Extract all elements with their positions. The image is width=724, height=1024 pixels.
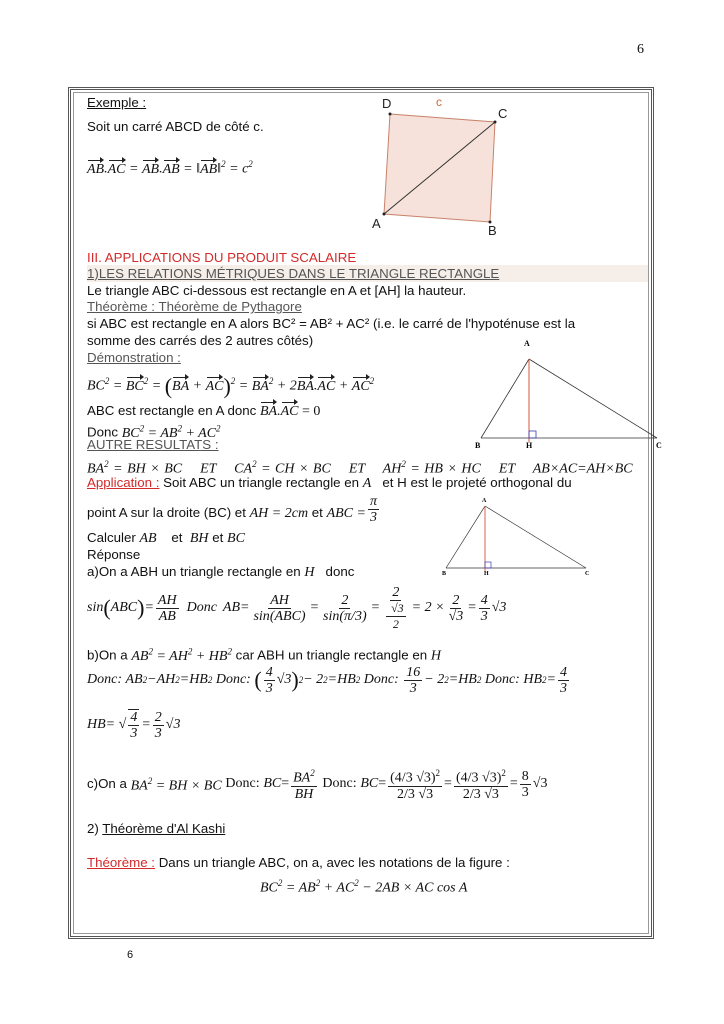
subsection-title: 1)LES RELATIONS MÉTRIQUES DANS LE TRIANGLE RECTANGLE bbox=[87, 266, 500, 281]
page-number-top: 6 bbox=[637, 42, 644, 57]
hb-result: HB = √ $\frac{4}{3}$ = $\frac{2}{3}$ √3 bbox=[87, 709, 181, 741]
svg-text:A: A bbox=[372, 216, 381, 231]
square-figure bbox=[368, 92, 518, 237]
svg-text:H: H bbox=[484, 571, 489, 576]
application-line-1: Application : Soit ABC un triangle rectangle en A et H est le projeté orthogonal du bbox=[87, 475, 572, 491]
theorem-title: Théorème : Théorème de Pythagore bbox=[87, 299, 302, 314]
part-c-formula: c)On a $BA^2$ = BH × BC Donc: BC = $\frac{BA^2}{BH}$ Donc: BC = $\frac{(4/3 √3)^2}{2/3 √3}$ = $\frac{(4/3 √3)^2}{2/3 √3}$ = $\frac{8}{3}$ √3 bbox=[87, 768, 548, 802]
svg-text:A: A bbox=[524, 339, 530, 348]
svg-text:A: A bbox=[482, 498, 487, 504]
demo-line-3: Donc $BC^2 = AB^2 + AC^2$ bbox=[87, 423, 221, 441]
demo-title: Démonstration : bbox=[87, 350, 181, 365]
theorem-line-1: si ABC est rectangle en A alors BC² = AB² + AC² (i.e. le carré de l'hypoténuse est la bbox=[87, 316, 576, 331]
intro-text: Le triangle ABC ci-dessous est rectangle en A et [AH] la hauteur. bbox=[87, 283, 467, 298]
alkashi-formula: $BC^2 = AB^2 + AC^2 - 2AB$ × AC cos A bbox=[260, 878, 468, 896]
part-a-text: a)On a ABH un triangle rectangle en H donc bbox=[87, 564, 355, 580]
alkashi-theorem: Théorème : Dans un triangle ABC, on a, avec les notations de la figure : bbox=[87, 855, 510, 870]
section-title: III. APPLICATIONS DU PRODUIT SCALAIRE bbox=[87, 250, 357, 265]
svg-text:C: C bbox=[498, 106, 508, 121]
triangle-figure-1 bbox=[466, 336, 666, 448]
theorem-line-2: somme des carrés des 2 autres côtés) bbox=[87, 333, 314, 348]
reponse-label: Réponse bbox=[87, 547, 141, 562]
example-title: Exemple : bbox=[87, 95, 147, 110]
svg-text:B: B bbox=[475, 441, 481, 448]
page-number-bottom: 6 bbox=[127, 949, 134, 961]
alkashi-title: 2) Théorème d'Al Kashi bbox=[87, 821, 226, 836]
application-line-2: point A sur la droite (BC) et AH = 2cm et ABC = $\frac{\pi}{3}$ bbox=[87, 494, 377, 525]
example-formula: AB.AC = AB.AB = ‖AB‖$^2$ = $c^2$ bbox=[87, 159, 253, 177]
triangle-figure-2 bbox=[440, 494, 600, 576]
part-b-text: b)On a $AB^2 = AH^2 + HB^2$ car ABH un triangle rectangle en H bbox=[87, 646, 441, 664]
svg-text:B: B bbox=[442, 571, 447, 576]
calc-line: Calculer AB et BH et BC bbox=[87, 530, 245, 546]
svg-text:c: c bbox=[436, 95, 442, 109]
part-b-formula: Donc: AB 2 − AH 2 = HB 2 Donc: ( $\frac{4}{3}$ √3 ) 2 − 2 2 = HB 2 Donc: $\frac{16}{3}$ − 2 2 = HB 2 Donc: HB 2 = $\frac{4}{3}$ bbox=[87, 664, 567, 696]
svg-text:C: C bbox=[656, 441, 662, 448]
other-results-title: AUTRE RESULTATS : bbox=[87, 437, 219, 452]
application-label: Application : bbox=[87, 475, 160, 490]
part-a-formula: sin ( ABC ) = $\frac{AH}{AB}$ Donc AB = $\frac{AH}{\text{sin(ABC)}}$ = $\frac{2}{\sin(\pi/3)}$ = $\frac{2}{\frac{√3}{2}}$ = 2 × $\frac{2}{√3}$ = $\frac{4}{3}$ √3 bbox=[87, 584, 507, 631]
demo-formula: $BC^2 = BC^2 = (BA + AC)^2 = BA^2 + 2BA.AC + AC^2$ bbox=[87, 373, 375, 399]
other-results-formulas: $BA^2$ = BH × BC ET $CA^2$ = CH × BC ET $AH^2$ = HB × HC ET AB×AC=AH×BC bbox=[87, 459, 633, 477]
svg-text:D: D bbox=[382, 96, 392, 111]
demo-line-2: ABC est rectangle en A donc BA.AC = 0 bbox=[87, 403, 321, 419]
example-statement: Soit un carré ABCD de côté c. bbox=[87, 119, 264, 134]
theorem-label: Théorème : bbox=[87, 855, 155, 870]
svg-text:C: C bbox=[585, 571, 590, 576]
svg-text:B: B bbox=[488, 223, 497, 237]
svg-text:H: H bbox=[526, 441, 533, 448]
